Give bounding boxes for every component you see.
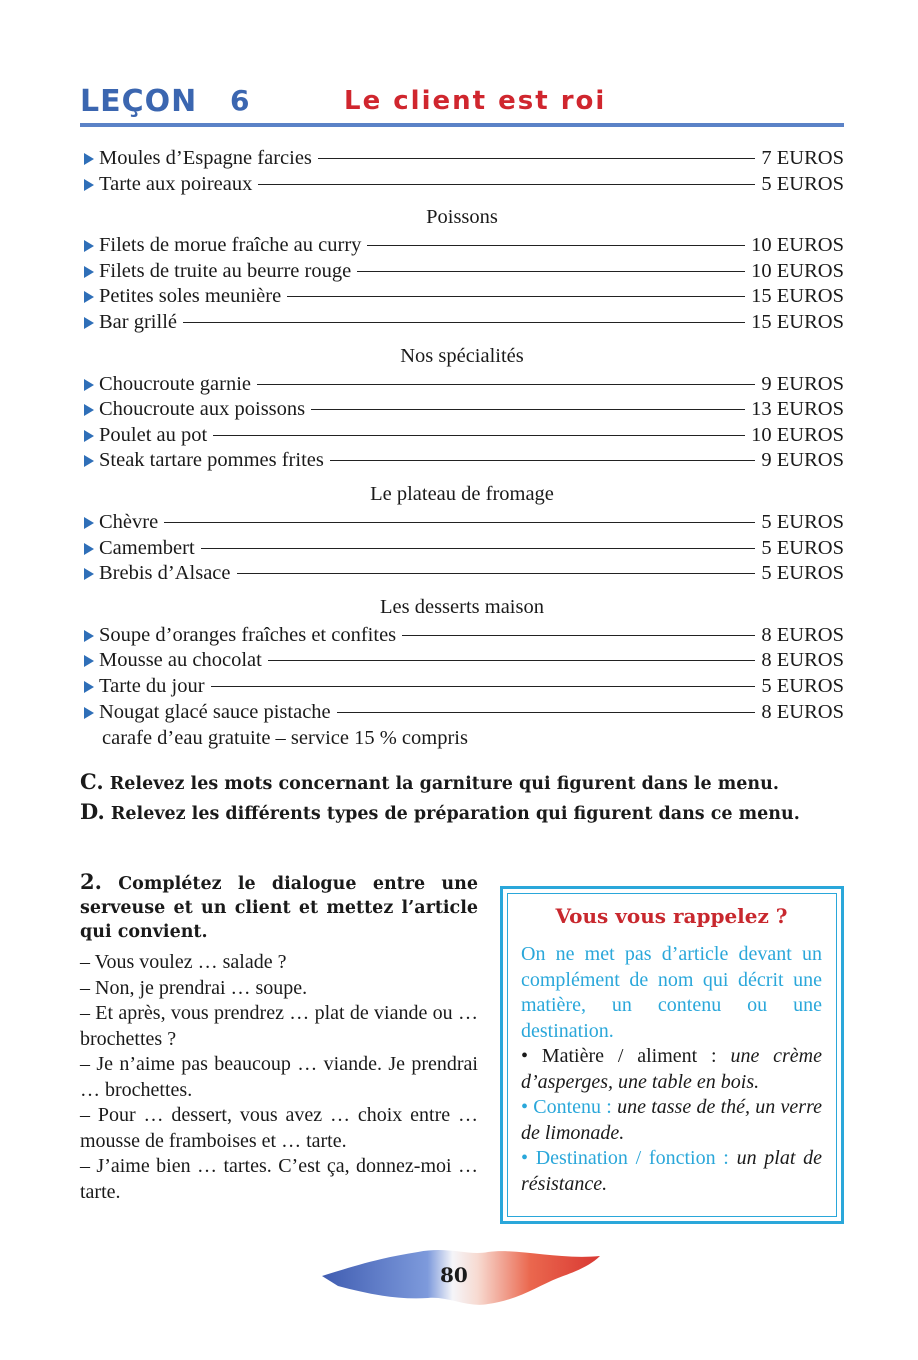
menu-item xyxy=(80,448,844,474)
menu-item-name: Soupe d’oranges fraîches et confites xyxy=(99,623,397,646)
menu-item-name: Brebis d’Alsace xyxy=(99,562,231,585)
menu-item-price: 8 EUROS xyxy=(761,700,844,723)
rappel-bullet-destination-label: • Destination / fonction : xyxy=(521,1147,729,1169)
menu-item-name: Moules d’Espagne farcies xyxy=(99,147,312,169)
menu-item-price: 9 EUROS xyxy=(761,449,844,472)
menu-item-name: Choucroute aux poissons xyxy=(99,398,306,421)
bullet-triangle-icon xyxy=(84,517,94,529)
lesson-label: LEÇON xyxy=(80,84,198,119)
menu-item xyxy=(80,536,844,562)
bullet-triangle-icon xyxy=(84,655,94,667)
menu-item xyxy=(80,259,844,285)
bullet-triangle-icon xyxy=(84,707,94,719)
rappel-bullet-contenu-example: une tasse de thé, un verre de limonade. xyxy=(521,1096,822,1144)
bullet-triangle-icon xyxy=(84,291,94,303)
menu-section-heading: Les desserts maison xyxy=(380,595,544,618)
bullet-triangle-icon xyxy=(84,379,94,391)
lesson-header xyxy=(80,84,844,124)
dotted-leader xyxy=(164,522,755,523)
dotted-leader xyxy=(257,384,755,385)
dotted-leader xyxy=(201,548,756,549)
bullet-triangle-icon xyxy=(84,543,94,555)
menu-item-name: Tarte du jour xyxy=(99,674,205,697)
dotted-leader xyxy=(402,635,755,636)
bullet-triangle-icon xyxy=(84,317,94,329)
dotted-leader xyxy=(367,245,745,246)
menu-item-price: 5 EUROS xyxy=(761,674,844,697)
menu-item xyxy=(80,233,844,259)
bullet-triangle-icon xyxy=(84,681,94,693)
rappel-bullet-destination-example: un plat de résistance. xyxy=(521,1147,822,1195)
dotted-leader xyxy=(337,712,756,713)
rappel-bullet-destination xyxy=(521,1146,822,1197)
dotted-leader xyxy=(268,660,756,661)
question-d-text: Relevez les différents types de préparation qui figurent dans ce menu. xyxy=(110,804,800,824)
menu-item-name: Steak tartare pommes frites xyxy=(99,449,324,472)
menu-list xyxy=(80,146,844,751)
menu-item-price: 5 EUROS xyxy=(761,562,844,585)
menu-note: carafe d’eau gratuite – service 15 % compris xyxy=(102,727,468,750)
menu-item xyxy=(80,423,844,449)
menu-item-name: Camembert xyxy=(99,536,195,559)
rappel-intro: On ne met pas d’article devant un complément de nom qui décrit une matière, un contenu ou une destination. xyxy=(521,943,822,1042)
rappel-bullet-matiere-example: une crème d’asperges, une table en bois. xyxy=(521,1045,822,1093)
menu-item-price: 5 EUROS xyxy=(761,510,844,533)
menu-item-name: Poulet au pot xyxy=(99,423,208,446)
bullet-triangle-icon xyxy=(84,240,94,252)
dialogue-line: – Pour … dessert, vous avez … choix entre … mousse de framboises et … tarte. xyxy=(80,1104,478,1152)
dotted-leader xyxy=(357,271,745,272)
bullet-triangle-icon xyxy=(84,455,94,467)
menu-item xyxy=(80,172,844,198)
menu-item-name: Mousse au chocolat xyxy=(99,649,262,672)
rappel-title: Vous vous rappelez ? xyxy=(555,904,788,928)
menu-item-price: 10 EUROS xyxy=(751,234,844,257)
dotted-leader xyxy=(211,686,756,687)
menu-item xyxy=(80,310,844,336)
dialogue-line: – Non, je prendrai … soupe. xyxy=(80,976,308,999)
menu-item xyxy=(80,397,844,423)
menu-item-name: Nougat glacé sauce pistache xyxy=(99,700,331,723)
rappel-bullet-matiere-label: • Matière / aliment : xyxy=(521,1045,717,1067)
exercise-2 xyxy=(80,870,478,1205)
menu-section-heading: Poissons xyxy=(426,206,498,229)
menu-item-name: Bar grillé xyxy=(99,310,177,333)
dotted-leader xyxy=(330,460,756,461)
menu-item-price: 15 EUROS xyxy=(751,310,844,333)
bullet-triangle-icon xyxy=(84,153,94,165)
bullet-triangle-icon xyxy=(84,266,94,278)
question-c-letter: C. xyxy=(80,769,104,794)
dotted-leader xyxy=(213,435,745,436)
rappel-bullet-contenu xyxy=(521,1095,822,1146)
menu-item xyxy=(80,623,844,649)
menu-item-name: Filets de truite au beurre rouge xyxy=(99,259,352,282)
menu-item-price: 5 EUROS xyxy=(761,172,844,195)
rappel-bullet-matiere xyxy=(521,1044,822,1095)
dotted-leader xyxy=(237,573,756,574)
question-d xyxy=(80,800,844,826)
dialogue-line: – Vous voulez … salade ? xyxy=(80,951,287,973)
menu-item-price: 7 EUROS xyxy=(761,147,844,169)
menu-item xyxy=(80,674,844,700)
question-c xyxy=(80,770,844,796)
lesson-title: Le client est roi xyxy=(344,86,607,116)
question-d-letter: D. xyxy=(80,799,105,824)
menu-item xyxy=(80,700,844,726)
bullet-triangle-icon xyxy=(84,404,94,416)
exercise-2-instruction-block xyxy=(80,870,478,944)
bullet-triangle-icon xyxy=(84,630,94,642)
menu-item xyxy=(80,146,844,172)
menu-item-name: Petites soles meunière xyxy=(99,285,282,308)
dotted-leader xyxy=(287,296,745,297)
question-c-text: Relevez les mots concernant la garniture qui figurent dans le menu. xyxy=(109,774,779,794)
dialogue-line: – Et après, vous prendrez … plat de viande ou … brochettes ? xyxy=(80,1002,478,1050)
dialogue-line: – J’aime bien … tartes. C’est ça, donnez-moi … tarte. xyxy=(80,1155,478,1203)
rappel-bullet-contenu-label: • Contenu : xyxy=(521,1096,612,1118)
dialogue-line: – Je n’aime pas beaucoup … viande. Je prendrai … brochettes. xyxy=(80,1053,478,1101)
header-rule xyxy=(80,123,844,127)
menu-item-price: 13 EUROS xyxy=(751,398,844,421)
dotted-leader xyxy=(318,158,756,159)
bullet-triangle-icon xyxy=(84,430,94,442)
dotted-leader xyxy=(258,184,755,185)
dotted-leader xyxy=(183,322,745,323)
menu-item xyxy=(80,510,844,536)
menu-section-heading: Le plateau de fromage xyxy=(370,482,554,505)
dotted-leader xyxy=(311,409,745,410)
menu-item-name: Filets de morue fraîche au curry xyxy=(99,234,362,257)
menu-item xyxy=(80,284,844,310)
bullet-triangle-icon xyxy=(84,568,94,580)
menu-item-price: 15 EUROS xyxy=(751,285,844,308)
exercise-2-instruction: Complétez le dialogue entre une serveuse et un client et mettez l’article qui convient. xyxy=(80,874,478,942)
rappel-box xyxy=(500,886,844,1224)
menu-item-price: 10 EUROS xyxy=(751,423,844,446)
menu-section-heading: Nos spécialités xyxy=(400,344,524,367)
menu-item-price: 9 EUROS xyxy=(761,372,844,395)
menu-item-price: 10 EUROS xyxy=(751,259,844,282)
page-number: 80 xyxy=(440,1263,468,1287)
menu-item-name: Choucroute garnie xyxy=(99,372,251,395)
lesson-number: 6 xyxy=(230,84,250,117)
menu-item-name: Tarte aux poireaux xyxy=(99,172,253,195)
rappel-box-inner xyxy=(507,893,837,1217)
bullet-triangle-icon xyxy=(84,179,94,191)
menu-item xyxy=(80,372,844,398)
menu-item xyxy=(80,561,844,587)
menu-item-name: Chèvre xyxy=(99,510,159,533)
menu-item-price: 8 EUROS xyxy=(761,649,844,672)
menu-item-price: 8 EUROS xyxy=(761,623,844,646)
menu-item xyxy=(80,648,844,674)
menu-item-price: 5 EUROS xyxy=(761,536,844,559)
exercise-2-number: 2. xyxy=(80,869,102,894)
